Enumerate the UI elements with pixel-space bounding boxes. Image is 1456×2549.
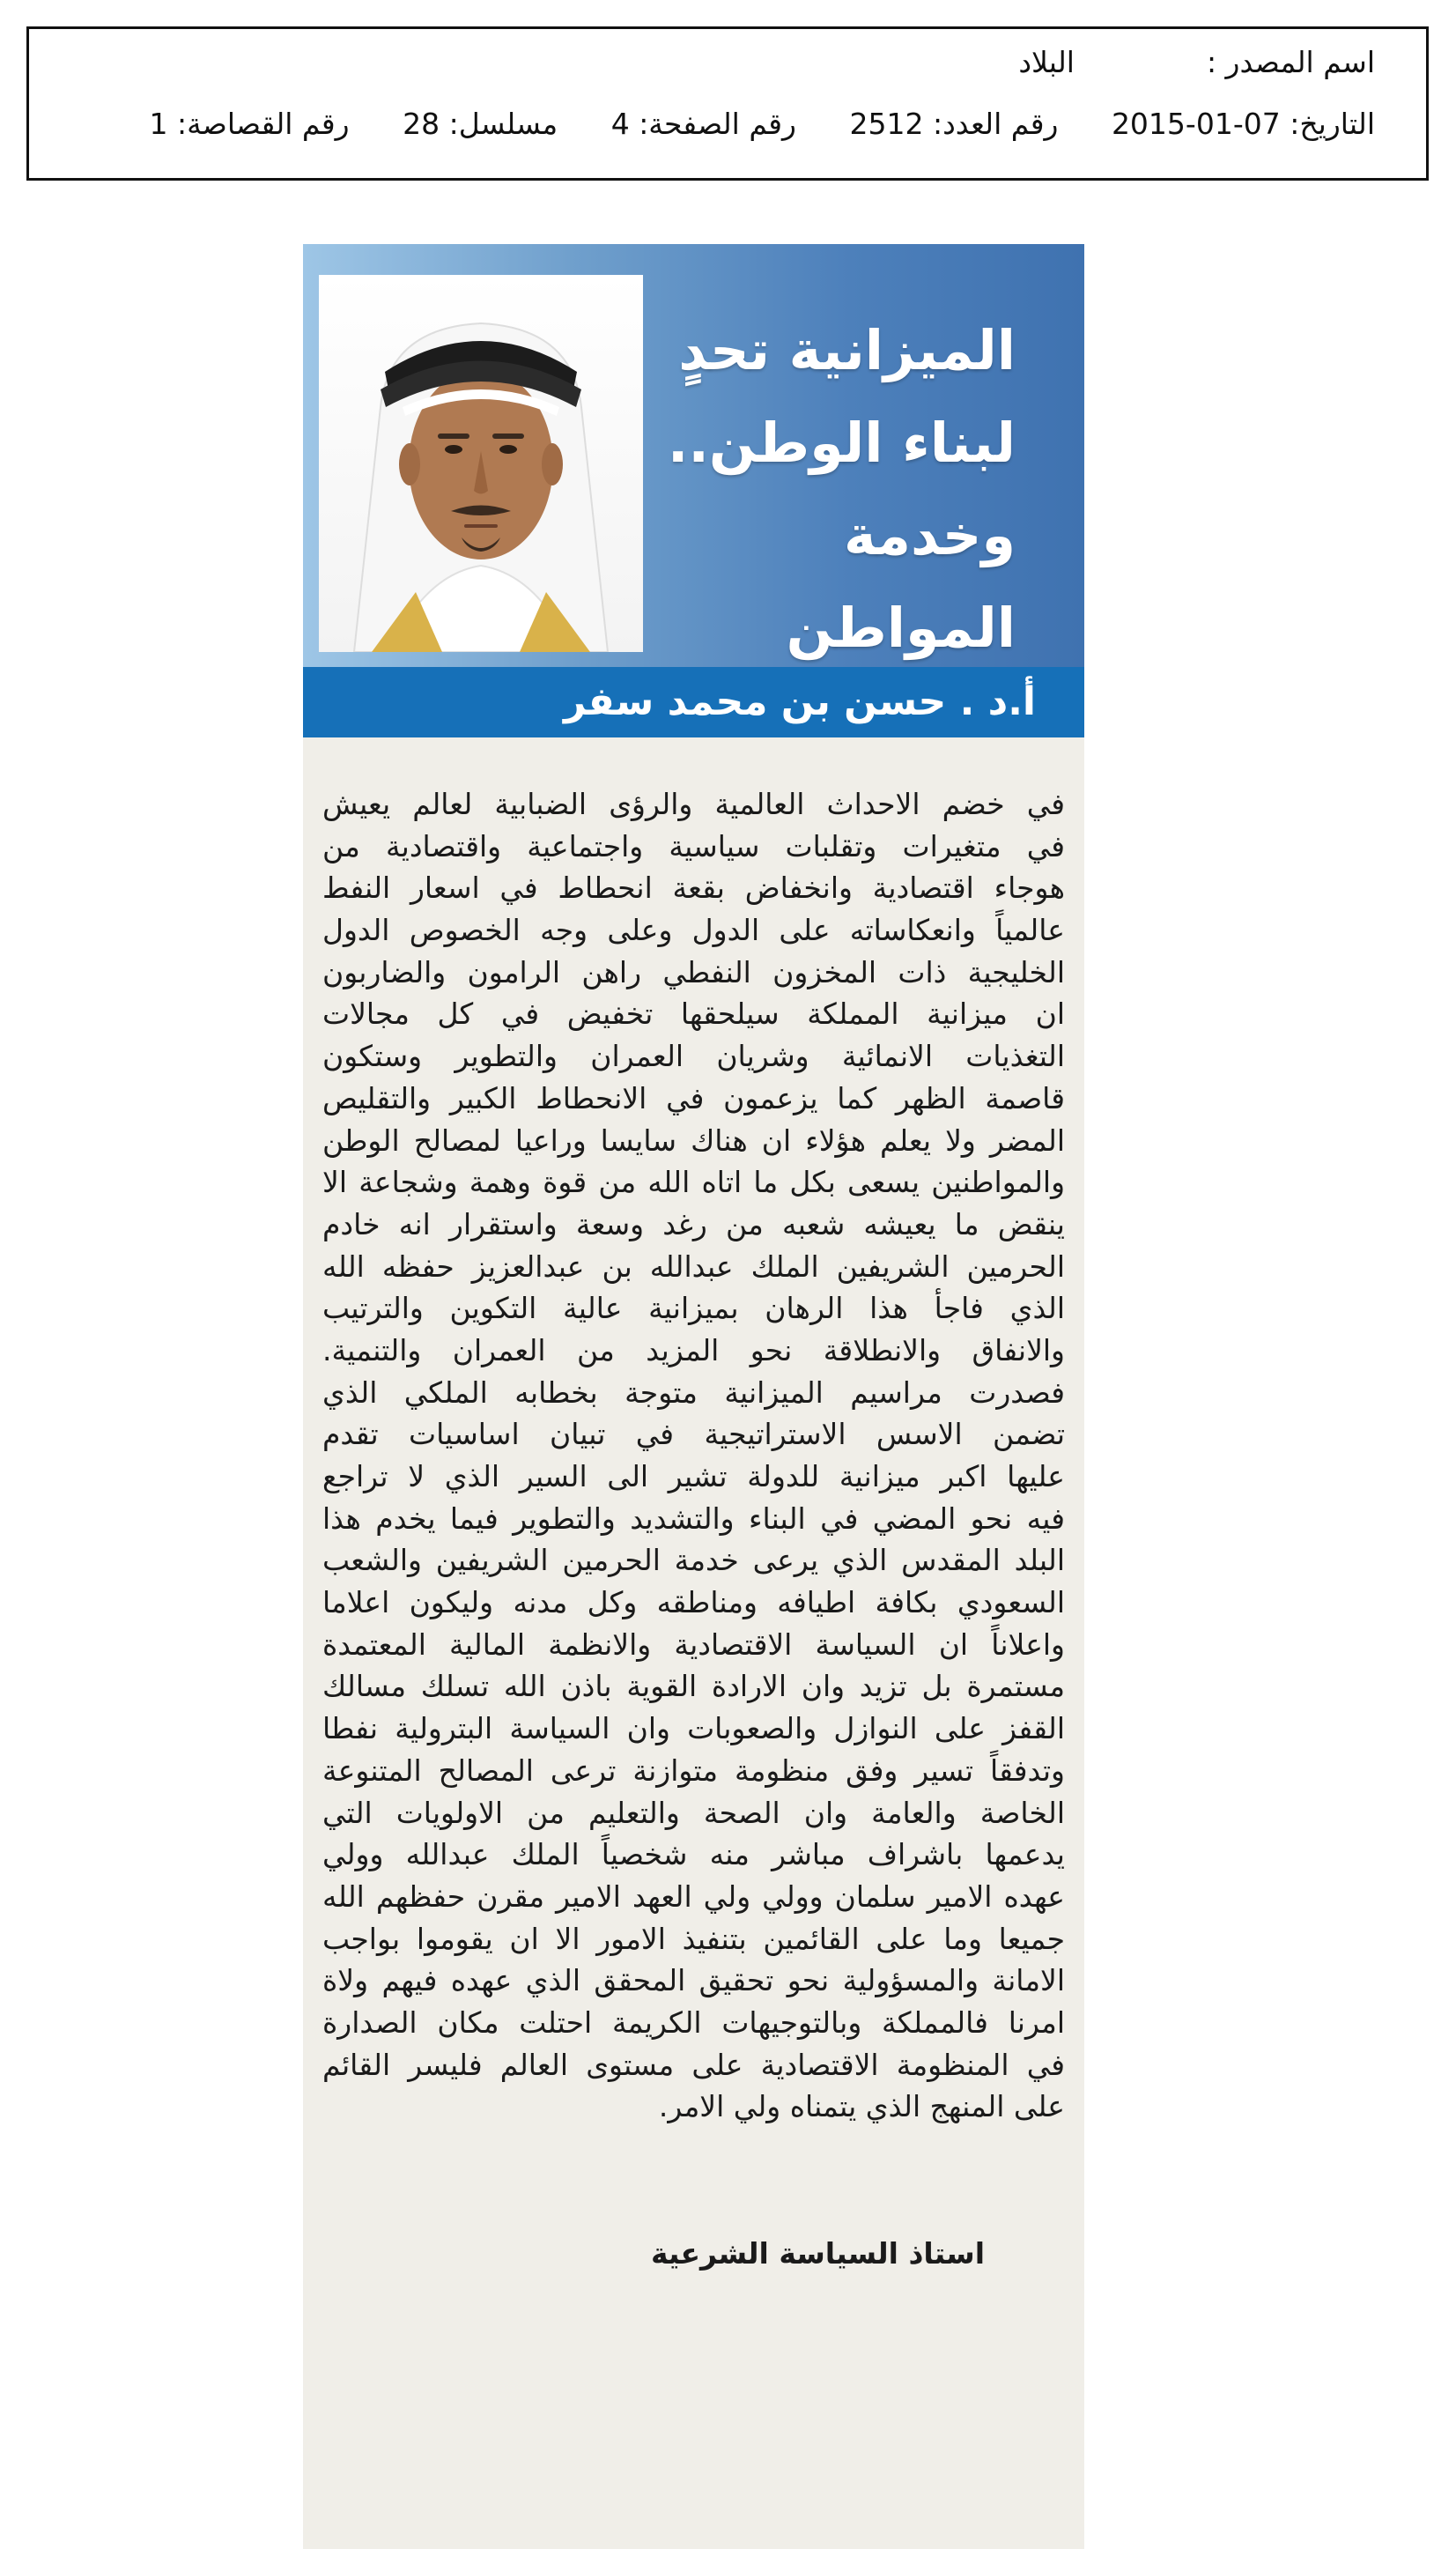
article-body-line: تضمن الاسس الاستراتيجية في تبيان اساسيات تقدم — [322, 1417, 1065, 1452]
issue-value: 2512 — [849, 107, 924, 141]
article-body-line: يدعمها باشراف مباشر منه شخصياً الملك عبدالله وولي — [322, 1837, 1065, 1872]
article-body-line: الخاصة والعامة وان الصحة والتعليم من الاولويات التي — [322, 1795, 1065, 1830]
article-body-line: على المنهج الذي يتمناه ولي الامر. — [658, 2089, 1065, 2124]
headline-line-2: لبناء الوطن.. — [667, 411, 1016, 475]
article-body-line: واعلاناً ان السياسة الاقتصادية والانظمة المالية المعتمدة — [322, 1626, 1065, 1662]
article-body-line: فيه نحو المضي في البناء والتشديد والتطوير فيما يخدم هذا — [322, 1501, 1065, 1536]
article-body-line: جميعا وما على القائمين بتنفيذ الامور الا ان يقوموا بواجب — [322, 1921, 1065, 1956]
headline-line-1: الميزانية تحدٍ — [678, 318, 1016, 382]
article-body-line: الذي فاجأ هذا الرهان بميزانية عالية التكوين والترتيب — [322, 1291, 1065, 1326]
serial-label: مسلسل: — [448, 107, 558, 141]
article-body — [322, 783, 1065, 2128]
article-clipping — [303, 244, 1084, 2549]
article-body-line: هوجاء اقتصادية وانخفاض بقعة انحطاط في اسعار النفط — [322, 871, 1065, 906]
article-body-line: فصدرت مراسيم الميزانية متوجة بخطابه الملكي الذي — [322, 1375, 1065, 1410]
article-body-line: القفز على النوازل والصعوبات وان السياسة البترولية نفطا — [322, 1711, 1065, 1746]
article-body-line: قاصمة الظهر كما يزعمون في الانحطاط الكبير والتقليص — [322, 1080, 1065, 1115]
date-label: التاريخ: — [1290, 107, 1375, 141]
author-title-signature: استاذ السياسة الشرعية — [651, 2236, 985, 2271]
article-body-line: في متغيرات وتقلبات سياسية واجتماعية واقتصادية من — [322, 828, 1065, 863]
article-header-banner — [303, 244, 1084, 667]
article-body-line: البلد المقدس الذي يرعى خدمة الحرمين الشريفين والشعب — [322, 1543, 1065, 1578]
source-row — [1018, 45, 1375, 87]
author-portrait-icon — [319, 275, 643, 652]
page-value: 4 — [610, 107, 630, 141]
article-body-line: في المنظومة الاقتصادية على مستوى العالم فليسر القائم — [322, 2047, 1065, 2082]
article-body-line: الخليجية ذات المخزون النفطي راهن الرامون والضاربون — [322, 954, 1065, 989]
article-body-line: عهده الامير سلمان وولي ولي العهد الامير مقرن حفظهم الله — [322, 1878, 1065, 1914]
article-body-line: الحرمين الشريفين الملك عبدالله بن عبدالعزيز حفظه الله — [322, 1249, 1065, 1284]
article-body-line: السعودي بكافة اطيافه ومناطقه وكل مدنه وليكون اعلاما — [322, 1585, 1065, 1620]
source-label: اسم المصدر : — [1206, 45, 1375, 79]
author-photo — [319, 275, 643, 652]
article-body-line: الامانة والمسؤولية نحو تحقيق المحقق الذي عهده فيهم ولاة — [322, 1963, 1065, 1998]
article-body-line: والمواطنين يسعى بكل ما اتاه الله من قوة وهمة وشجاعة الا — [322, 1165, 1065, 1200]
article-body-line: ان ميزانية المملكة سيلحقها تخفيض في كل مجالات — [322, 997, 1065, 1032]
clip-label: رقم القصاصة: — [177, 107, 350, 141]
headline-line-3: وخدمة المواطن — [786, 503, 1016, 660]
author-name: أ.د . حسن بن محمد سفر — [563, 679, 1036, 724]
page-label: رقم الصفحة: — [639, 107, 796, 141]
clipping-metadata-box — [26, 26, 1429, 181]
article-body-line: مستمرة بل تزيد وان الارادة القوية باذن الله تسلك مسالك — [322, 1669, 1065, 1704]
serial-value: 28 — [403, 107, 440, 141]
article-body-line: التغذيات الانمائية وشريان العمران والتطوير وستكون — [322, 1039, 1065, 1074]
clip-value: 1 — [149, 107, 168, 141]
details-row — [150, 107, 1376, 149]
source-value: البلاد — [1018, 45, 1075, 79]
article-body-line: عليها اكبر ميزانية للدولة تشير الى السير الذي لا تراجع — [322, 1459, 1065, 1493]
article-body-line: المضر ولا يعلم هؤلاء ان هناك سايسا وراعيا لمصالح الوطن — [322, 1123, 1065, 1158]
article-headline — [610, 304, 1016, 667]
article-body-line: وتدفقاً تسير وفق منظومة متوازنة ترعى المصالح المتنوعة — [322, 1752, 1065, 1788]
author-byline-bar — [303, 667, 1084, 737]
article-body-line: عالمياً وانعكاساته على الدول وعلى وجه الخصوص الدول — [322, 913, 1065, 948]
article-body-line: امرنا فالمملكة وبالتوجيهات الكريمة احتلت مكان الصدارة — [322, 2004, 1065, 2040]
article-body-line: والانفاق والانطلاقة نحو المزيد من العمران والتنمية. — [322, 1332, 1065, 1367]
article-body-line: ينقض ما يعيشه شعبه من رغد وسعة واستقرار انه خادم — [322, 1206, 1065, 1241]
article-body-line: في خضم الاحداث العالمية والرؤى الضبابية لعالم يعيش — [322, 787, 1065, 821]
date-value: 2015-01-07 — [1111, 107, 1281, 141]
issue-label: رقم العدد: — [932, 107, 1059, 141]
